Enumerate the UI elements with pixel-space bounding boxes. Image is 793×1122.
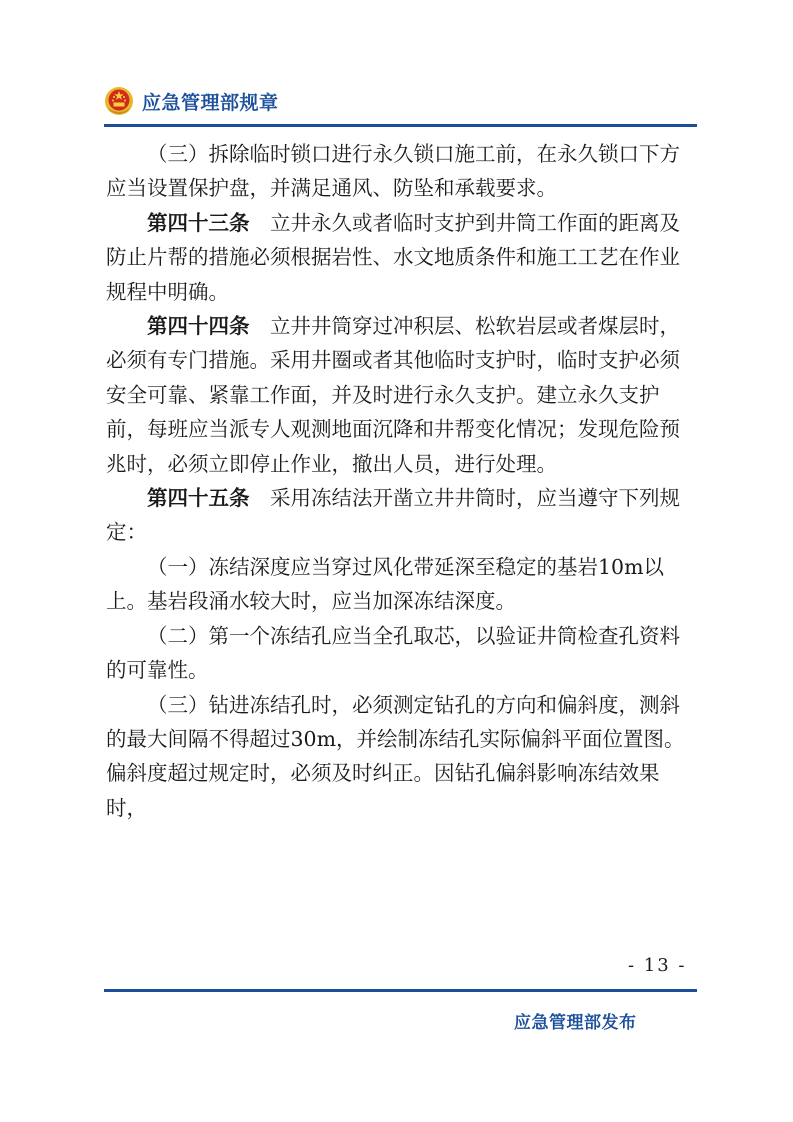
paragraph-text: 立井永久或者临时支护到井筒工作面的距离及防止片帮的措施必须根据岩性、水文地质条件和施工工艺在作业规程中明确。: [106, 210, 680, 304]
article-number: 第四十三条: [147, 210, 250, 235]
paragraph: [106, 137, 698, 206]
header-title: 应急管理部规章: [142, 91, 279, 114]
paragraph-text: 立井井筒穿过冲积层、松软岩层或者煤层时，必须有专门措施。采用井圈或者其他临时支护时，临时支护必须安全可靠、紧靠工作面，并及时进行永久支护。建立永久支护前，每班应当派专人观测地面沉降和井帮变化情况；发现危险预兆时，必须立即停止作业，撤出人员，进行处理。: [106, 314, 680, 476]
paragraph: [106, 619, 698, 688]
paragraph: [106, 550, 698, 619]
paragraph-text: （三）钻进冻结孔时，必须测定钻孔的方向和偏斜度，测斜的最大间隔不得超过30m，并绘制冻结孔实际偏斜平面位置图。偏斜度超过规定时，必须及时纠正。因钻孔偏斜影响冻结效果时，: [106, 692, 685, 820]
paragraph: [106, 481, 698, 550]
paragraph: [106, 206, 698, 309]
national-emblem-icon: [104, 86, 134, 116]
paragraph-text: 采用冻结法开凿立井井筒时，应当遵守下列规定：: [106, 486, 680, 545]
paragraph-text: （二）第一个冻结孔应当全孔取芯，以验证井筒检查孔资料的可靠性。: [106, 623, 680, 683]
paragraph: [106, 309, 698, 481]
paragraph-text: （三）拆除临时锁口进行永久锁口施工前，在永久锁口下方应当设置保护盘，并满足通风、防坠和承载要求。: [106, 142, 680, 201]
article-number: 第四十四条: [147, 314, 250, 339]
article-number: 第四十五条: [147, 486, 250, 511]
header-divider: [104, 124, 697, 127]
paragraph: [106, 688, 698, 826]
page-header: [104, 84, 279, 118]
page-number: - 13 -: [628, 955, 687, 976]
document-body: [106, 137, 698, 825]
footer-publisher: 应急管理部发布: [514, 1013, 637, 1033]
paragraph-text: （一）冻结深度应当穿过风化带延深至稳定的基岩10m以上。基岩段涌水较大时，应当加深冻结深度。: [106, 554, 665, 614]
footer-divider: [104, 989, 697, 992]
